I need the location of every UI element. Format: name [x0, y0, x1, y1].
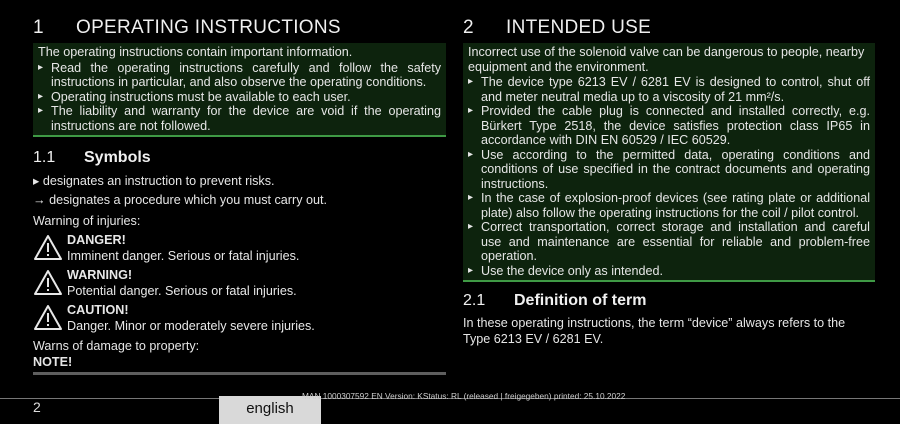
definition-heading: 2.1 Definition of term — [463, 292, 647, 309]
list-item: ▸ In the case of explosion-proof devices (see rating plate or additional plate) also follow the operating instructions for the coil / pilot control. — [468, 191, 870, 220]
symbol-procedure: → designates a procedure which you must carry out. — [33, 193, 327, 207]
warning-triangle-icon — [33, 304, 63, 331]
page-number: 2 — [33, 399, 41, 415]
left-column — [33, 0, 446, 370]
warning-triangle-icon — [33, 269, 63, 296]
list-item: ▸ Operating instructions must be available to each user. — [38, 90, 441, 105]
box-intro: Incorrect use of the solenoid valve can be dangerous to people, nearby equipment and the environment. — [468, 45, 865, 74]
list-item: ▸ Use according to the permitted data, operating conditions and conditions of use specified in the contract documents and operating instructions. — [468, 148, 870, 192]
property-warning: Warns of damage to property: — [33, 339, 200, 353]
warning-danger — [33, 232, 446, 264]
warning-triangle-icon — [33, 234, 63, 261]
box-intro: The operating instructions contain important information. — [38, 45, 353, 59]
list-item: ▸ Use the device only as intended. — [468, 264, 870, 279]
warning-text: Imminent danger. Serious or fatal injuries. — [67, 249, 300, 263]
note-divider — [33, 372, 446, 375]
definition-text: In these operating instructions, the term “device” always refers to the Type 6213 EV / 6281 EV. — [463, 316, 846, 346]
section-2-heading: 2 INTENDED USE — [463, 17, 652, 38]
warning-text: Potential danger. Serious or fatal injuries. — [67, 284, 297, 298]
list-item: ▸ Correct transportation, correct storage and installation and careful use and maintenance are essential for reliable and problem-free operation. — [468, 220, 870, 264]
note-label: NOTE! — [33, 355, 73, 369]
warning-intro: Warning of injuries: — [33, 214, 141, 228]
symbol-instruction: ▸ designates an instruction to prevent risks. — [33, 174, 275, 188]
warning-title: CAUTION! — [67, 303, 129, 317]
operating-info-box — [33, 43, 446, 137]
intended-use-box — [463, 43, 875, 282]
list-item: ▸ The device type 6213 EV / 6281 EV is designed to control, shut off and meter neutral media up to a viscosity of 21 mm²/s. — [468, 75, 870, 104]
list-item: ▸ Read the operating instructions carefully and follow the safety instructions in particular, and also observe the operating conditions. — [38, 61, 441, 90]
warning-warning — [33, 267, 446, 299]
section-1-heading: 1 OPERATING INSTRUCTIONS — [33, 17, 341, 38]
right-column — [463, 0, 875, 347]
list-item: ▸ The liability and warranty for the device are void if the operating instructions are not followed. — [38, 104, 441, 133]
warning-title: WARNING! — [67, 268, 133, 282]
warning-title: DANGER! — [67, 233, 126, 247]
warning-text: Danger. Minor or moderately severe injuries. — [67, 319, 315, 333]
language-tab: english — [219, 396, 321, 424]
symbols-heading: 1.1 Symbols — [33, 149, 151, 166]
warning-caution — [33, 302, 446, 334]
list-item: ▸ Provided the cable plug is connected and installed correctly, e.g. Bürkert Type 2518, the device satisfies protection class IP65 in accordance with DIN EN 60529 / IEC 60529. — [468, 104, 870, 148]
document-meta: MAN 1000307592 EN Version: KStatus: RL (released | freigegeben) printed: 25.10.2022 — [302, 391, 626, 401]
